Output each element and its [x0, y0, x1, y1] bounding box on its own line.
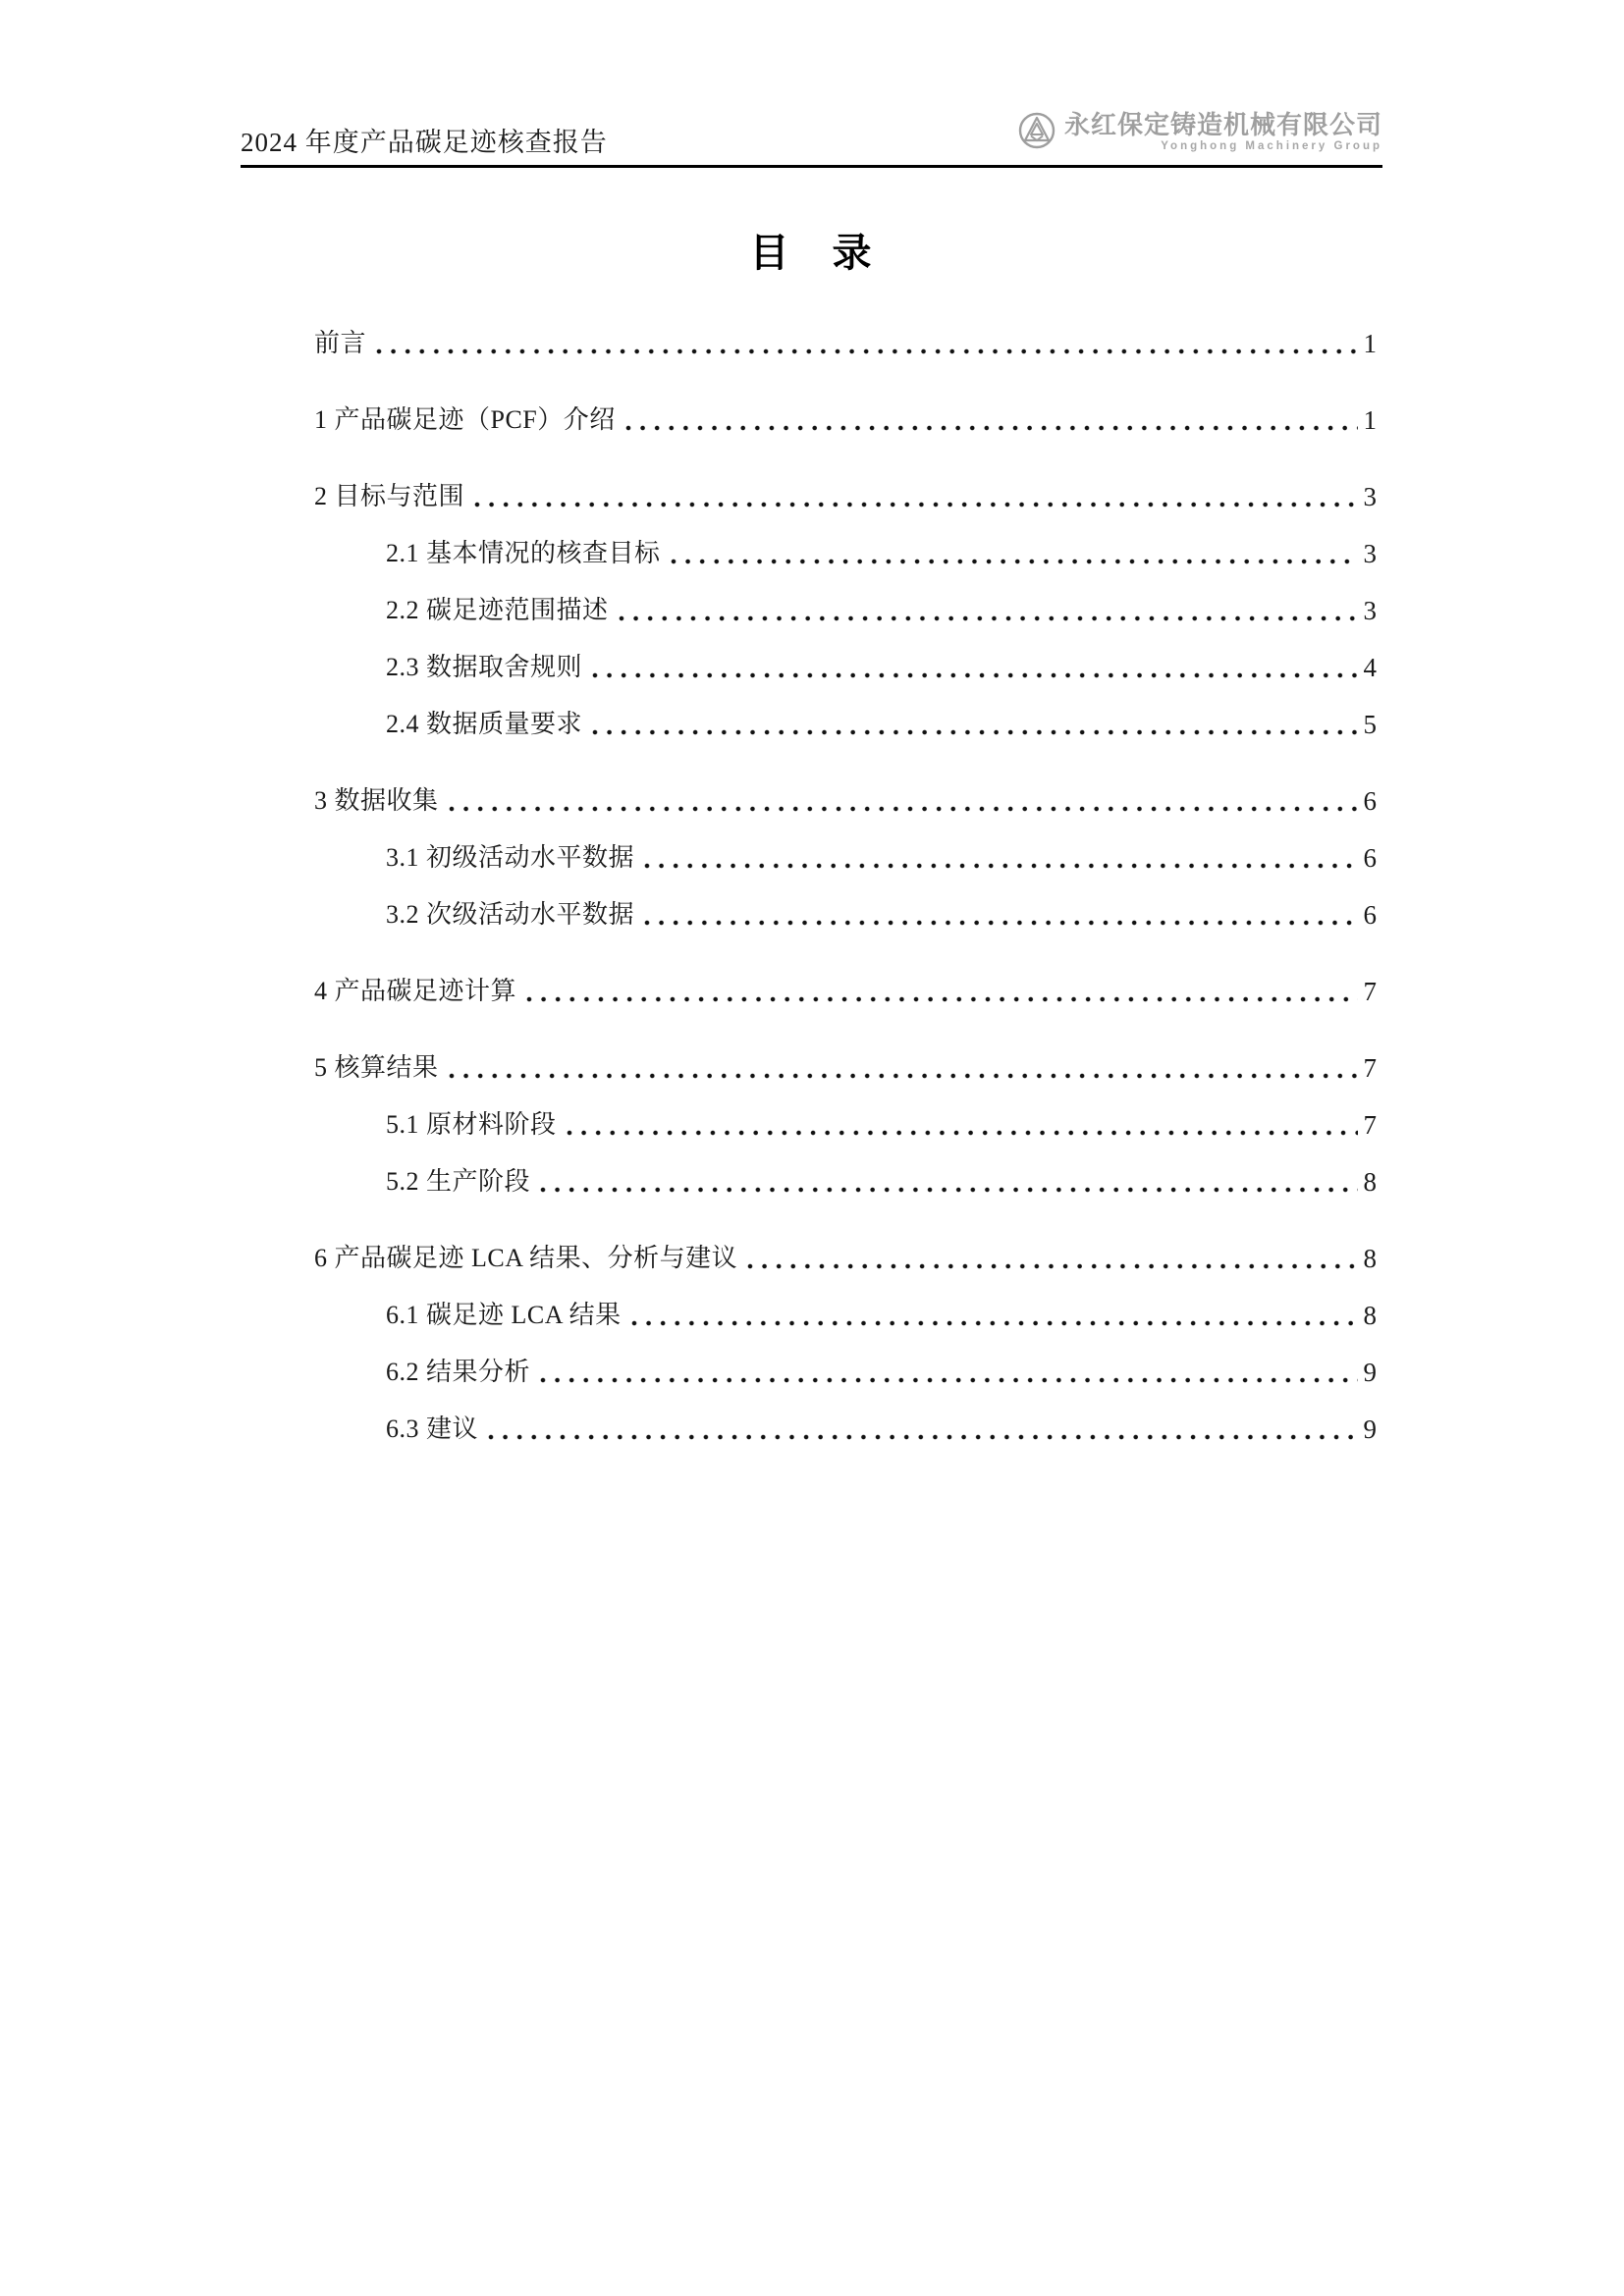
toc-entry[interactable] [241, 327, 1382, 360]
toc-entry-page: 6 [1363, 843, 1377, 873]
toc-entry-label: 2.1 基本情况的核查目标 [386, 539, 661, 567]
toc-entry[interactable] [241, 1242, 1382, 1275]
toc-entry-page: 3 [1363, 596, 1377, 625]
toc-entry[interactable] [241, 594, 1382, 627]
toc-entry-page: 8 [1363, 1301, 1377, 1330]
toc-entry-label: 3 数据收集 [314, 786, 439, 815]
toc-entry-page: 9 [1363, 1415, 1377, 1444]
toc-entry-label: 2 目标与范围 [314, 482, 465, 510]
company-logo [1018, 109, 1382, 152]
toc-entry-page: 7 [1363, 977, 1377, 1006]
toc-dot-leader [590, 729, 1357, 735]
toc-dot-leader [374, 348, 1357, 354]
toc-entry-label: 2.2 碳足迹范围描述 [386, 596, 609, 624]
page-header [241, 0, 1382, 168]
toc-entry-page: 3 [1363, 539, 1377, 568]
company-name-en: Yonghong Machinery Group [1161, 140, 1382, 152]
toc-entry-label: 6.1 碳足迹 LCA 结果 [386, 1301, 622, 1329]
toc-entry-page: 8 [1363, 1167, 1377, 1197]
toc-entry-label: 6.3 建议 [386, 1415, 479, 1443]
company-name-cn: 永红保定铸造机械有限公司 [1063, 109, 1382, 139]
toc-dot-leader [486, 1434, 1357, 1440]
toc-entry-page: 7 [1363, 1053, 1377, 1083]
toc-dot-leader [669, 559, 1358, 564]
toc-entry-label: 6.2 结果分析 [386, 1358, 531, 1386]
toc-entry-page: 4 [1363, 653, 1377, 682]
toc-dot-leader [565, 1130, 1358, 1136]
toc-entry-page: 1 [1363, 405, 1377, 435]
toc-entry-page: 6 [1363, 786, 1377, 816]
toc-dot-leader [745, 1263, 1357, 1269]
toc-entry-label: 前言 [314, 329, 367, 357]
toc-entry-label: 2.4 数据质量要求 [386, 710, 583, 738]
toc-entry-page: 1 [1363, 329, 1377, 358]
toc-dot-leader [623, 425, 1358, 431]
company-logo-text [1063, 109, 1382, 152]
toc-dot-leader [447, 1073, 1358, 1079]
toc-entry[interactable] [241, 403, 1382, 437]
toc-entry[interactable] [241, 898, 1382, 932]
toc-entry[interactable] [241, 651, 1382, 684]
toc-entry[interactable] [241, 784, 1382, 818]
toc-dot-leader [629, 1320, 1358, 1326]
toc-entry-page: 5 [1363, 710, 1377, 739]
toc-entry-page: 7 [1363, 1110, 1377, 1140]
toc-list [241, 327, 1382, 1446]
toc-entry-label: 6 产品碳足迹 LCA 结果、分析与建议 [314, 1244, 738, 1272]
toc-entry-page: 8 [1363, 1244, 1377, 1273]
toc-dot-leader [642, 863, 1357, 869]
table-of-contents [241, 229, 1382, 1446]
toc-dot-leader [524, 996, 1357, 1002]
toc-entry-page: 6 [1363, 900, 1377, 930]
toc-entry[interactable] [241, 480, 1382, 513]
toc-dot-leader [642, 920, 1357, 926]
toc-dot-leader [538, 1377, 1357, 1383]
toc-entry-page: 3 [1363, 482, 1377, 511]
toc-entry[interactable] [241, 537, 1382, 570]
toc-entry-label: 5.2 生产阶段 [386, 1167, 531, 1196]
toc-entry[interactable] [241, 1108, 1382, 1142]
toc-entry[interactable] [241, 1413, 1382, 1446]
toc-dot-leader [590, 672, 1357, 678]
toc-dot-leader [617, 615, 1358, 621]
toc-entry[interactable] [241, 1356, 1382, 1389]
header-title: 2024 年度产品碳足迹核查报告 [241, 128, 608, 158]
toc-entry-page: 9 [1363, 1358, 1377, 1387]
toc-entry[interactable] [241, 1299, 1382, 1332]
toc-entry[interactable] [241, 1051, 1382, 1085]
toc-entry-label: 5.1 原材料阶段 [386, 1110, 557, 1139]
toc-entry-label: 5 核算结果 [314, 1053, 439, 1082]
toc-entry-label: 3.1 初级活动水平数据 [386, 843, 635, 872]
toc-title: 目 录 [749, 232, 874, 275]
toc-entry[interactable] [241, 1165, 1382, 1199]
toc-entry-label: 3.2 次级活动水平数据 [386, 900, 635, 929]
toc-entry-label: 4 产品碳足迹计算 [314, 977, 517, 1005]
toc-dot-leader [538, 1187, 1357, 1193]
toc-entry[interactable] [241, 975, 1382, 1008]
toc-dot-leader [447, 806, 1358, 812]
toc-entry-label: 2.3 数据取舍规则 [386, 653, 583, 681]
toc-entry-label: 1 产品碳足迹（PCF）介绍 [314, 405, 616, 434]
toc-dot-leader [472, 502, 1357, 507]
company-logo-icon [1018, 112, 1056, 149]
toc-entry[interactable] [241, 841, 1382, 875]
toc-entry[interactable] [241, 708, 1382, 741]
